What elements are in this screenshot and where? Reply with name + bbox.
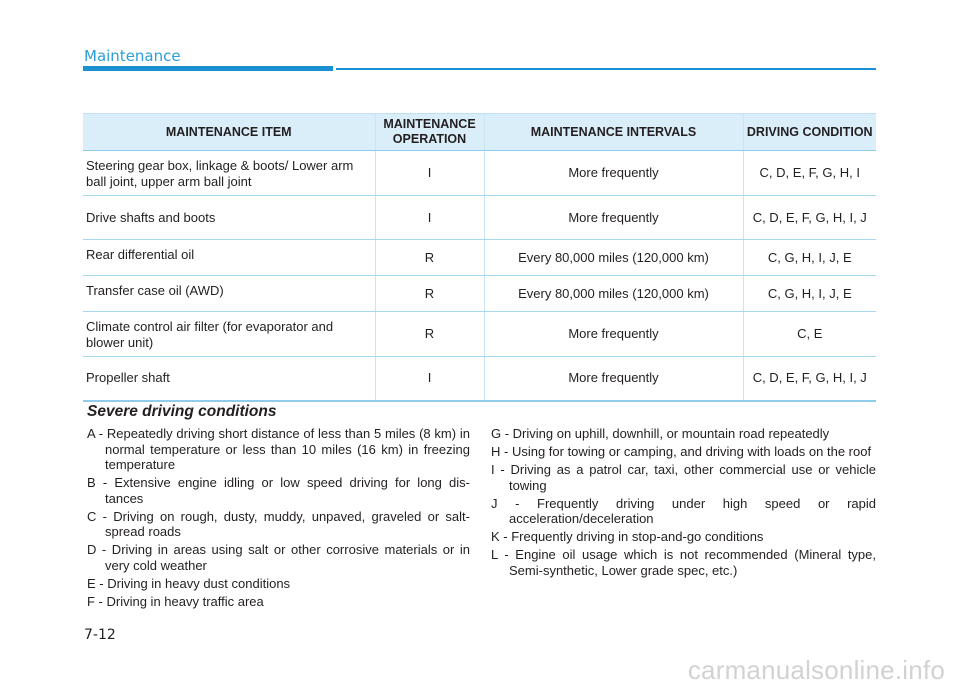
cell-condition: C, D, E, F, G, H, I, J <box>743 357 876 401</box>
col-header-item: MAINTENANCE ITEM <box>83 114 375 151</box>
cell-interval: More frequently <box>484 357 743 401</box>
cell-operation: I <box>375 196 484 240</box>
cell-condition: C, D, E, F, G, H, I <box>743 151 876 196</box>
condition-b: B - Extensive engine idling or low speed driving for long dis- tances <box>87 475 470 506</box>
cell-item: Propeller shaft <box>83 357 375 401</box>
cell-interval: Every 80,000 miles (120,000 km) <box>484 240 743 276</box>
table-row <box>83 312 876 357</box>
condition-k: K - Frequently driving in stop-and-go conditions <box>491 529 764 544</box>
condition-f: F - Driving in heavy traffic area <box>87 593 264 609</box>
conditions-right-column <box>491 426 876 581</box>
cell-item: Climate control air filter (for evaporator and blower unit) <box>83 312 375 357</box>
cell-operation: R <box>375 240 484 276</box>
col-header-operation: MAINTENANCE OPERATION <box>375 114 484 151</box>
cell-operation: R <box>375 312 484 357</box>
cell-item: Transfer case oil (AWD) <box>83 276 375 312</box>
maintenance-table <box>83 113 876 402</box>
condition-l: L - Engine oil usage which is not recommended (Mineral type, Semi-synthetic, Lower grade spec, etc.) <box>491 547 876 578</box>
condition-a: A - Repeatedly driving short distance of less than 5 miles (8 km) in normal temperature or less than 10 miles (16 km) in freezing temperature <box>87 426 470 472</box>
condition-j: J - Frequently driving under high speed or rapid acceleration/deceleration <box>491 495 876 526</box>
watermark: carmanualsonline.info <box>687 655 945 685</box>
table-header-row <box>83 114 876 151</box>
table-row <box>83 196 876 240</box>
col-header-condition: DRIVING CONDITION <box>743 114 876 151</box>
cell-condition: C, E <box>743 312 876 357</box>
cell-condition: C, G, H, I, J, E <box>743 240 876 276</box>
header-rule-thin <box>336 68 876 70</box>
severe-conditions-heading: Severe driving conditions <box>87 403 277 420</box>
conditions-left-column <box>87 426 470 612</box>
table-row <box>83 240 876 276</box>
cell-interval: More frequently <box>484 196 743 240</box>
condition-h: H - Using for towing or camping, and driving with loads on the roof <box>491 444 872 459</box>
cell-operation: I <box>375 151 484 196</box>
cell-item: Drive shafts and boots <box>83 196 375 240</box>
condition-d: D - Driving in areas using salt or other corrosive materials or in very cold weather <box>87 542 470 573</box>
header-rule-thick <box>83 66 333 71</box>
cell-item: Steering gear box, linkage & boots/ Lower arm ball joint, upper arm ball joint <box>83 151 375 196</box>
cell-operation: R <box>375 276 484 312</box>
condition-c: C - Driving on rough, dusty, muddy, unpaved, graveled or salt- spread roads <box>87 508 470 539</box>
table-row <box>83 357 876 401</box>
cell-interval: Every 80,000 miles (120,000 km) <box>484 276 743 312</box>
cell-condition: C, D, E, F, G, H, I, J <box>743 196 876 240</box>
cell-operation: I <box>375 357 484 401</box>
page-number: 7-12 <box>84 627 116 643</box>
cell-interval: More frequently <box>484 312 743 357</box>
condition-i: I - Driving as a patrol car, taxi, other commercial use or vehicle towing <box>491 462 876 493</box>
section-title: Maintenance <box>84 47 181 65</box>
table-row <box>83 151 876 196</box>
cell-condition: C, G, H, I, J, E <box>743 276 876 312</box>
table-row <box>83 276 876 312</box>
condition-g: G - Driving on uphill, downhill, or mountain road repeatedly <box>491 426 830 441</box>
col-header-intervals: MAINTENANCE INTERVALS <box>484 114 743 151</box>
cell-interval: More frequently <box>484 151 743 196</box>
condition-e: E - Driving in heavy dust conditions <box>87 575 291 591</box>
cell-item: Rear differential oil <box>83 240 375 276</box>
